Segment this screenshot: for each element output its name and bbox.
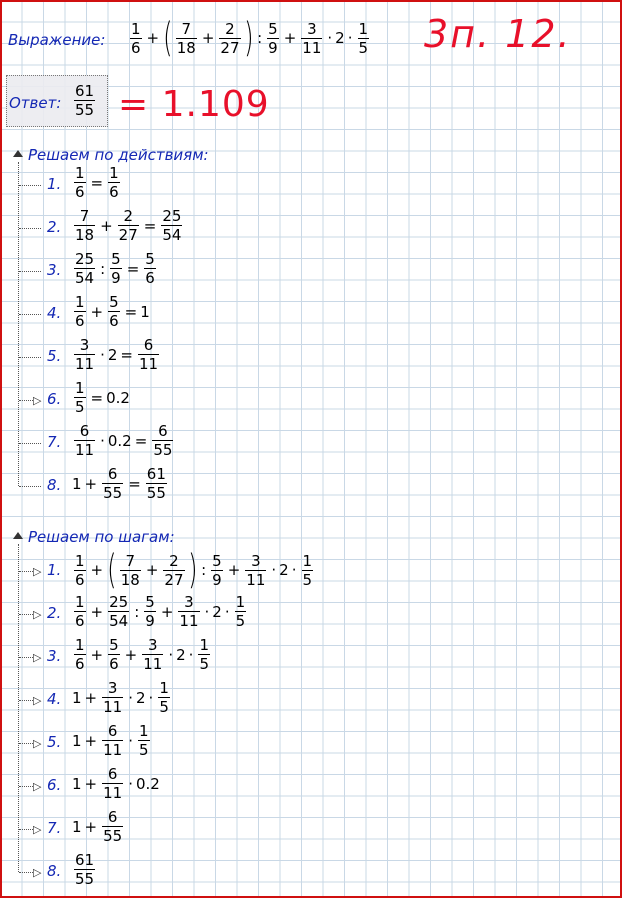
expand-arrow-icon[interactable]: ▷ [33,780,42,793]
expand-arrow-icon[interactable]: ▷ [33,394,42,407]
tree-line [18,162,19,486]
expand-arrow-icon[interactable]: ▷ [33,694,42,707]
step-number: 6. [47,776,62,794]
expand-arrow-icon[interactable]: ▷ [33,565,42,578]
step-number: 2. [47,604,62,622]
expand-arrow-icon[interactable]: ▷ [33,866,42,879]
step-number: 7. [47,819,62,837]
expand-arrow-icon[interactable]: ▷ [33,823,42,836]
handwritten-task-number: 3п. 12. [424,12,572,56]
action-number: 2. [47,218,62,236]
step-number: 3. [47,647,62,665]
expand-arrow-icon[interactable]: ▷ [33,608,42,621]
expression-formula: $\frac{1}{6}$ + ( $\frac{7}{18}$ + $\frac{2}{27}$ ) : $\frac{5}{9}$ + $\frac{3}{11}$ · 2 · $\frac{1}{5}$ [131,15,369,61]
section-by-actions-title: Решаем по действиям: [28,146,209,164]
expression-label: Выражение: [8,31,106,49]
action-number: 7. [47,433,62,451]
tree-line [18,544,19,872]
action-number: 3. [47,261,62,279]
step-number: 8. [47,862,62,880]
action-number: 6. [47,390,62,408]
section-by-steps-title: Решаем по шагам: [28,528,175,546]
action-number: 8. [47,476,62,494]
answer-fraction: $\frac{61}{55}$ [75,82,95,119]
step-number: 4. [47,690,62,708]
step-number: 5. [47,733,62,751]
handwritten-decimal-answer: = 1.109 [118,84,270,125]
action-number: 4. [47,304,62,322]
collapse-icon[interactable] [13,532,23,539]
action-number: 5. [47,347,62,365]
action-number: 1. [47,175,62,193]
step-number: 1. [47,561,62,579]
answer-label: Ответ: [9,94,62,112]
expand-arrow-icon[interactable]: ▷ [33,737,42,750]
expand-arrow-icon[interactable]: ▷ [33,651,42,664]
collapse-icon[interactable] [13,150,23,157]
